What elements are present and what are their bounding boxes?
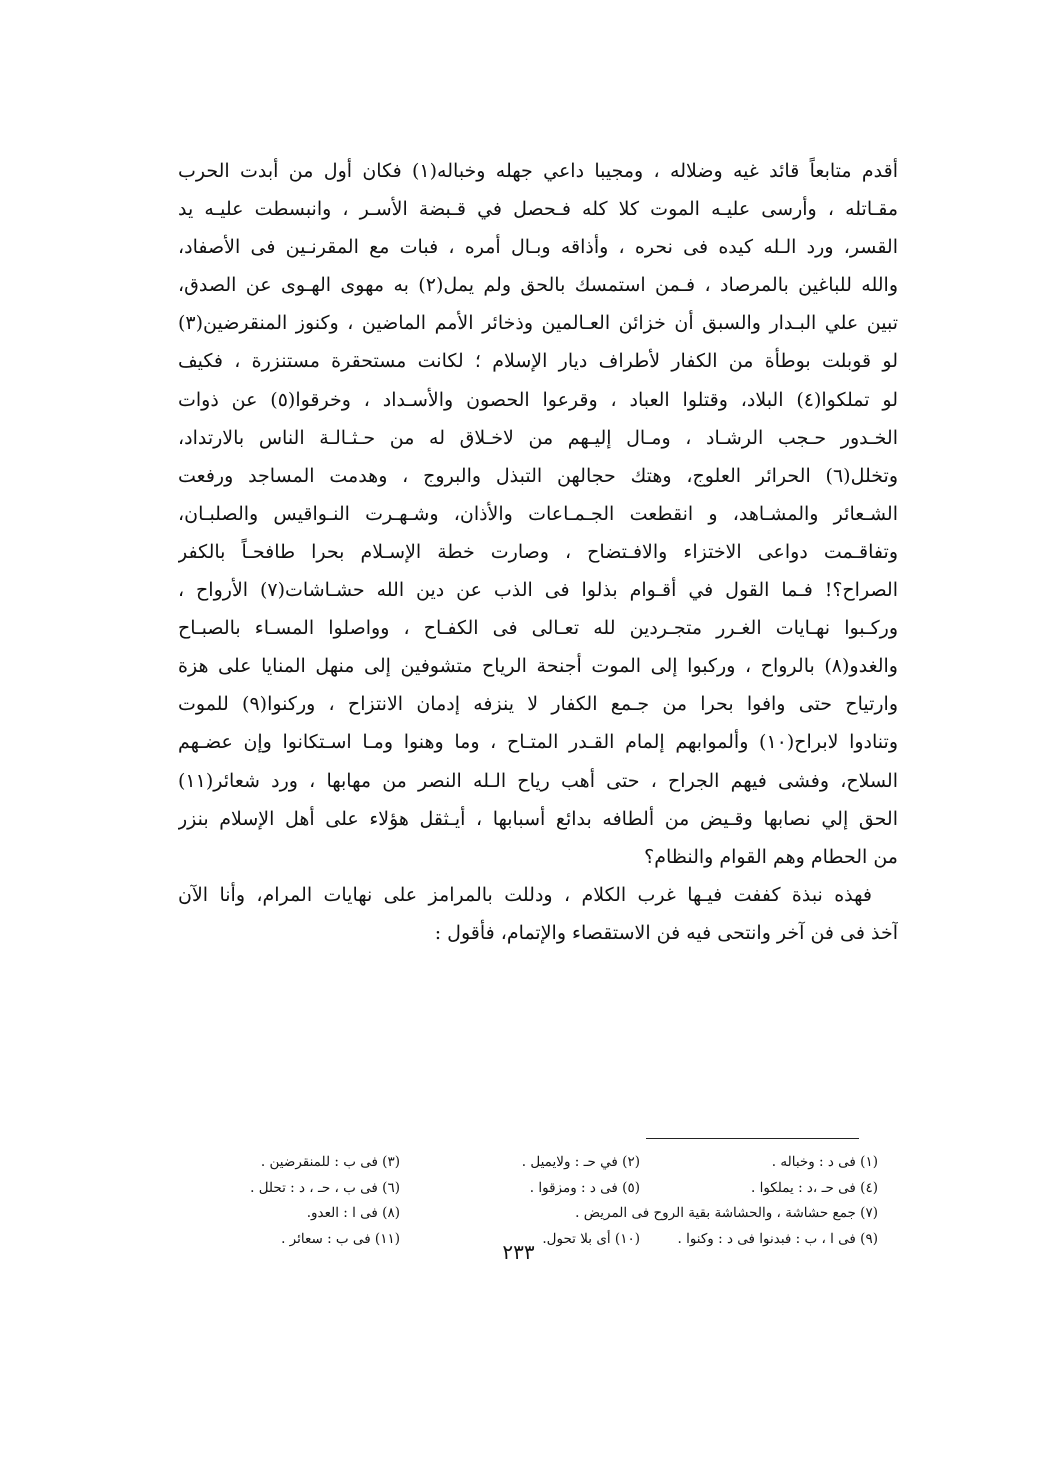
text-line: وركـبوا نهـايات الغـرر متجـردين لله تعـالى فى الكفـاح ، وواصلوا المسـاء بالصبـاح xyxy=(178,617,898,640)
text-line: الصراح؟! فـما القول في أقـوام بذلوا فى الذب عن دين الله حشـاشات(٧) الأرواح ، xyxy=(178,579,898,602)
text-line: مقـاتله ، وأرسى عليـه الموت كلا كله فـحصل في قـبضة الأسـر ، وانبسطت عليـه يد xyxy=(178,198,898,221)
text-line: لو تملكوا(٤) البلاد، وقتلوا العباد ، وقرعوا الحصون والأسـداد ، وخرقوا(٥) عن ذوات xyxy=(178,388,898,411)
footnote-7: (٧) جمع حشاشة ، والحشاشة بقية الروح فى المريض . xyxy=(575,1205,878,1222)
footnote-1: (١) فى د : وخباله . xyxy=(771,1154,878,1170)
footnote-4: (٤) فى حـ ،د : يملكوا . xyxy=(751,1179,878,1196)
text-line: الحق إلي نصابها وقـيض من ألطافه بدائع أسبابها ، أيـثقل هؤلاء على أهل الإسلام بنزر xyxy=(178,807,898,830)
text-line: لو قوبلت بوطأة من الكفار لأطراف ديار الإسلام ؛ لكانت مستحقرة مستنزرة ، فكيف xyxy=(178,350,898,373)
text-line: والله للباغين بالمرصاد ، فـمن استمسك بالحق ولم يمل(٢) به مهوى الهـوى عن الصدق، xyxy=(178,274,898,297)
footnote-2: (٢) في حـ : ولايميل . xyxy=(521,1154,640,1170)
footnote-3: (٣) فى ب : للمنقرضين . xyxy=(260,1154,400,1170)
footnote-row xyxy=(210,1201,878,1227)
text-line: وتنادوا لابراح(١٠) وألموابهم إلمام القـدر المتـاح ، وما وهنوا ومـا اسـتكانوا وإن عضـهم xyxy=(178,731,898,754)
text-line: وتفاقـمت دواعى الاختزاء والافـتضاح ، وصارت خطة الإسـلام بحرا طافحـاً بالكفر xyxy=(178,540,898,563)
footnote-10: (١٠) أى بلا تحول. xyxy=(542,1230,640,1247)
footnote-5: (٥) فى د : ومزقوا . xyxy=(529,1179,640,1196)
footnote-11: (١١) فى ب : سعائر . xyxy=(281,1230,400,1247)
text-line: أقدم متابعاً قائد غيه وضلاله ، ومجيبا داعي جهله وخباله(١) فكان أول من أبدت الحرب xyxy=(178,160,898,182)
page-number: ٢٣٣ xyxy=(502,1240,535,1264)
text-line: تبين علي البـدار والسبق أن خزائن العـالمين وذخائر الأمم الماضين ، وكنوز المنقرضين(٣) xyxy=(178,312,898,335)
footnote-row xyxy=(210,1176,878,1202)
text-line-paragraph-end: آخذ فى فن آخر وانتحى فيه فن الاستقصاء والإتمام، فأقول : xyxy=(434,921,898,944)
text-line: وارتياح حتى وافوا بحرا من جـمع الكفار لا ينزفه إدمان الانتزاح ، وركنوا(٩) للموت xyxy=(178,693,898,716)
text-line-paragraph-end: من الحطام وهم القوام والنظام؟ xyxy=(644,845,898,868)
text-line: القسر، ورد الـله كيده فى نحره ، وأذاقه وبـال أمره ، فبات مع المقرنـين فى الأصفاد، xyxy=(178,236,898,259)
footnote-row xyxy=(210,1150,878,1176)
footnotes-block xyxy=(210,1150,878,1252)
text-line: والغدو(٨) بالرواح ، وركبوا إلى الموت أجنحة الرياح متشوفين إلى منهل المنايا على هزة xyxy=(178,655,898,678)
main-text-block xyxy=(178,152,898,952)
text-line: الشـعائر والمشـاهد، و انقطعت الجـمـاعات والأذان، وشـهـرت النـواقيس والصلبـان، xyxy=(178,502,898,525)
footnote-9: (٩) فى ا ، ب : فبدنوا فى د : وكنوا . xyxy=(677,1230,878,1247)
text-line-paragraph-start: فهذه نبذة كففت فيـها غرب الكلام ، ودللت بالمرامز على نهايات المرام، وأنا الآن xyxy=(178,883,872,906)
footnote-8: (٨) فى ا : العدو. xyxy=(306,1205,400,1222)
text-line: وتخلل(٦) الحرائر العلوج، وهتك حجالهن التبذل والبروج ، وهدمت المساجد ورفعت xyxy=(178,464,898,487)
footnote-6: (٦) فى ب ، حـ ، د : تحلل . xyxy=(250,1179,400,1196)
footnote-divider xyxy=(646,1138,859,1139)
text-line: السلاح، وفشى فيهم الجراح ، حتى أهب رياح الـله النصر من مهابها ، ورد شعائر(١١) xyxy=(178,769,898,792)
text-line: الخـدور حـجب الرشـاد ، ومـال إليـهم من لاخـلاق له من حـثـالـة الناس بالارتداد، xyxy=(178,426,898,449)
